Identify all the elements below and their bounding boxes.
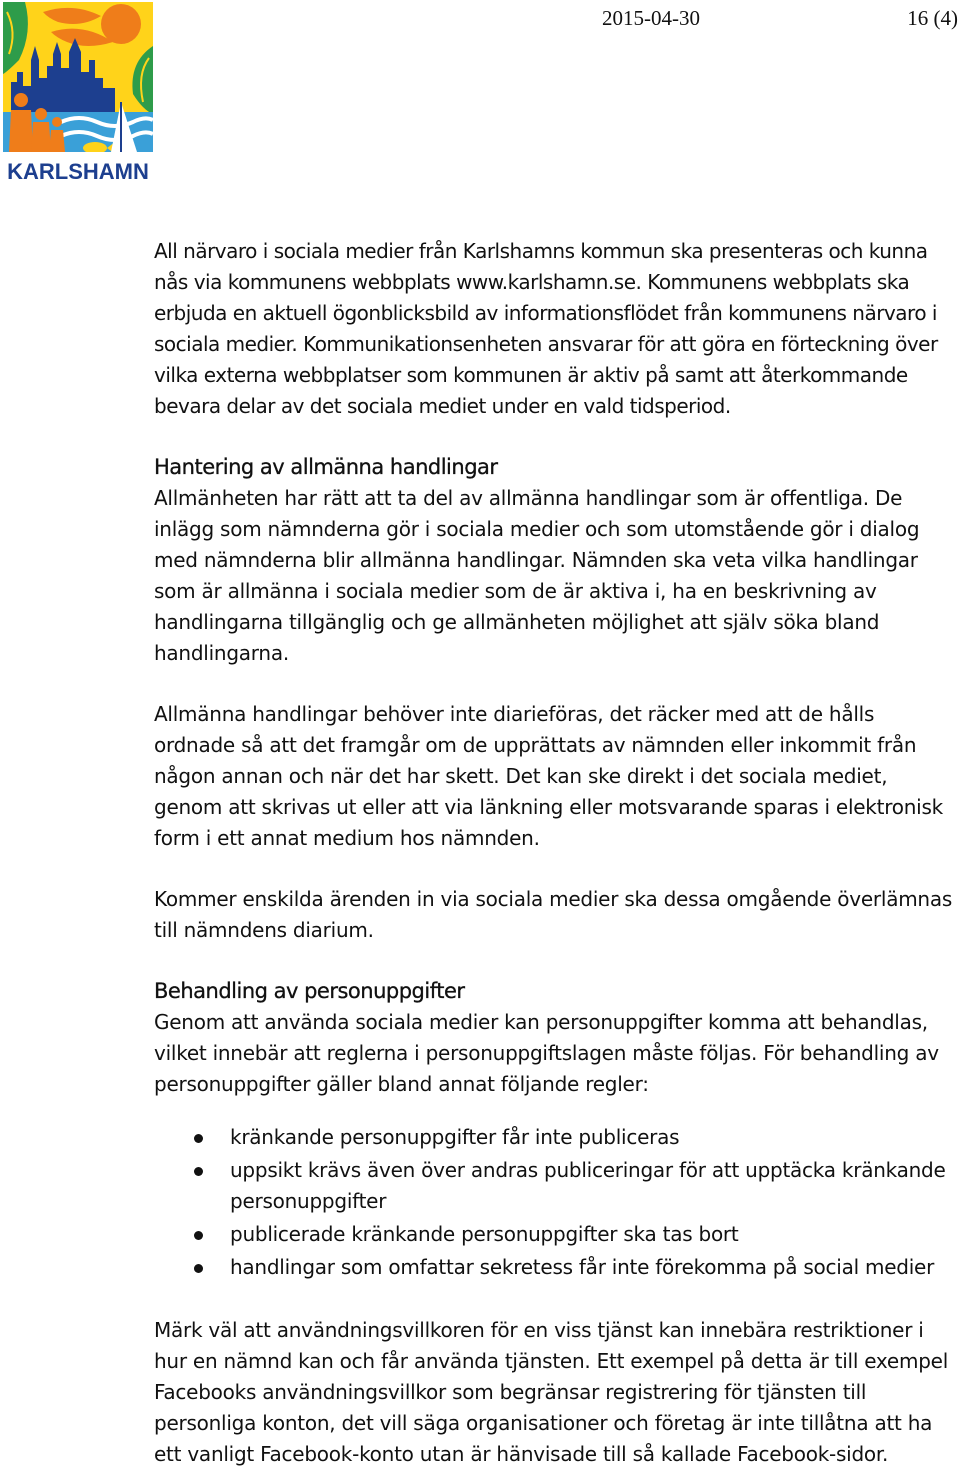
list-item xyxy=(154,1122,960,1153)
document-date: 2015-04-30 xyxy=(602,6,700,30)
intro-paragraph: All närvaro i sociala medier från Karlshamns kommun ska presenteras och kunna nås via kommunens webbplats www.karlshamn.se. Kommunens webbplats ska erbjuda en aktuell ögonblicksbild av informationsflödet från kommunens närvaro i sociala medier. Kommunikationsenheten ansvarar för att göra en förteckning över vilka externa webbplatser som kommunen är aktiv på samt att återkommande bevara delar av det sociala mediet under en vald tidsperiod. xyxy=(154,239,938,418)
spacer xyxy=(154,854,960,884)
list-item-text: handlingar som omfattar sekretess får inte förekomma på social medier xyxy=(230,1255,935,1279)
list-item xyxy=(154,1219,960,1250)
document-header xyxy=(600,4,958,34)
karlshamn-logo xyxy=(3,2,153,188)
bullet-icon xyxy=(194,1134,203,1143)
paragraph: Allmänna handlingar behöver inte diarieföras, det räcker med att de hålls ordnade så att det framgår om de upprättats av nämnden eller inkommit från någon annan och när det har skett. Det kan ske direkt i det sociala mediet, genom att skrivas ut eller att via länkning eller motsvarande sparas i elektronisk form i ett annat medium hos nämnden. xyxy=(154,702,943,850)
paragraph: Genom att använda sociala medier kan personuppgifter komma att behandlas, vilket innebär att reglerna i personuppgiftslagen måste följas. För behandling av personuppgifter gäller bland annat följande regler: xyxy=(154,1010,939,1096)
bullet-icon xyxy=(194,1167,203,1176)
document-body xyxy=(154,236,960,1470)
list-item xyxy=(154,1252,960,1283)
rules-list xyxy=(154,1122,960,1283)
section-heading-allmanna-handlingar: Hantering av allmänna handlingar xyxy=(154,455,498,479)
spacer xyxy=(154,1285,960,1315)
paragraph: Märk väl att användningsvillkoren för en viss tjänst kan innebära restriktioner i hur en nämnd kan och får använda tjänsten. Ett exempel på detta är till exempel Facebooks användningsvillkor som begränsar registrering för tjänsten till personliga konton, det vill säga organisationer och företag är inte tillåtna att ha ett vanligt Facebook-konto utan är hänvisade till så kallade Facebook-sidor. xyxy=(154,1318,948,1466)
bullet-icon xyxy=(194,1231,203,1240)
list-item-text: uppsikt krävs även över andras publiceringar för att upptäcka kränkande personuppgifter xyxy=(230,1158,946,1213)
list-item-text: kränkande personuppgifter får inte publiceras xyxy=(230,1125,680,1149)
spacer xyxy=(154,1100,960,1122)
logo-wordmark: KARLSHAMN xyxy=(7,159,149,184)
spacer xyxy=(154,669,960,699)
section-heading-personuppgifter: Behandling av personuppgifter xyxy=(154,979,465,1003)
paragraph: Kommer enskilda ärenden in via sociala medier ska dessa omgående överlämnas till nämndens diarium. xyxy=(154,887,953,942)
paragraph: Allmänheten har rätt att ta del av allmänna handlingar som är offentliga. De inlägg som nämnderna gör i sociala medier och som utomstående gör i dialog med nämnderna blir allmänna handlingar. Nämnden ska veta vilka handlingar som är allmänna i sociala medier som de är aktiva i, ha en beskrivning av handlingarna tillgänglig och ge allmänheten möjlighet att själv söka bland handlingarna. xyxy=(154,486,920,665)
page-number: 16 (4) xyxy=(907,6,958,30)
list-item-text: publicerade kränkande personuppgifter ska tas bort xyxy=(230,1222,739,1246)
list-item xyxy=(154,1155,960,1217)
spacer xyxy=(154,422,960,452)
bullet-icon xyxy=(194,1264,203,1273)
spacer xyxy=(154,946,960,976)
